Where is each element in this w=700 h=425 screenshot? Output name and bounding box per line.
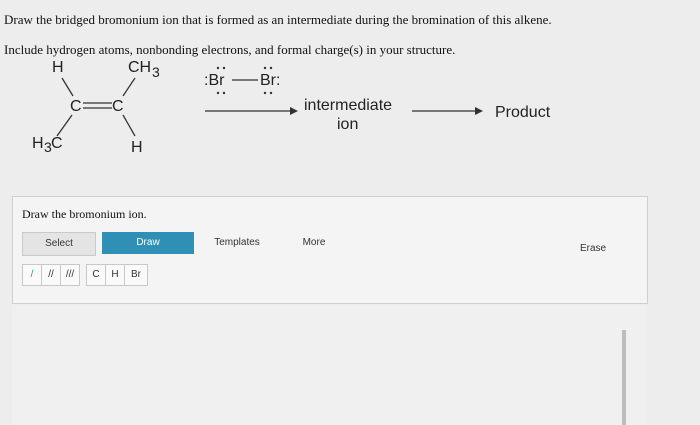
alkene-h3c-bottom-left: H bbox=[32, 135, 44, 152]
select-tab[interactable]: Select bbox=[22, 232, 96, 256]
single-bond-tool[interactable]: / bbox=[22, 264, 42, 286]
hydrogen-atom-tool[interactable]: H bbox=[105, 264, 125, 286]
arrow-head-1 bbox=[290, 107, 298, 115]
alkene-ch-top-right: CH bbox=[128, 59, 152, 76]
intermediate-ion-label: ion bbox=[337, 116, 359, 133]
drawing-canvas[interactable] bbox=[12, 305, 646, 425]
panel-title: Draw the bromonium ion. bbox=[22, 207, 147, 221]
double-bond-tool[interactable]: // bbox=[41, 264, 61, 286]
reaction-scheme bbox=[0, 58, 700, 168]
arrow-head-2 bbox=[475, 107, 483, 115]
question-line-1: Draw the bridged bromonium ion that is formed as an intermediate during the bromination of this alkene. bbox=[4, 12, 552, 27]
alkene-h-bottom-right: H bbox=[131, 139, 143, 156]
bromine-left: :Br bbox=[204, 72, 225, 89]
draw-tab[interactable]: Draw bbox=[102, 232, 194, 254]
bromine-right: Br: bbox=[260, 72, 281, 89]
alkene-right-carbon: C bbox=[112, 98, 124, 115]
alkene-h-top-left: H bbox=[52, 59, 64, 76]
product-label: Product bbox=[495, 104, 551, 121]
toolbar bbox=[22, 232, 645, 254]
alkene-h3c-carbon: C bbox=[51, 135, 63, 152]
question-line-2: Include hydrogen atoms, nonbonding electrons, and formal charge(s) in your structure. bbox=[4, 42, 456, 57]
templates-tab[interactable]: Templates bbox=[214, 237, 260, 248]
alkene-left-carbon: C bbox=[70, 98, 82, 115]
erase-button[interactable]: Erase bbox=[580, 243, 607, 254]
more-tab[interactable]: More bbox=[302, 237, 326, 248]
alkene-ch3-subscript: 3 bbox=[152, 64, 160, 80]
carbon-atom-tool[interactable]: C bbox=[86, 264, 106, 286]
triple-bond-tool[interactable]: /// bbox=[60, 264, 80, 286]
alkene-h3c-subscript: 3 bbox=[44, 139, 52, 155]
bromine-atom-tool[interactable]: Br bbox=[124, 264, 148, 286]
scrollbar[interactable] bbox=[622, 330, 626, 425]
intermediate-label: intermediate bbox=[304, 97, 393, 114]
drawing-panel bbox=[12, 196, 648, 304]
